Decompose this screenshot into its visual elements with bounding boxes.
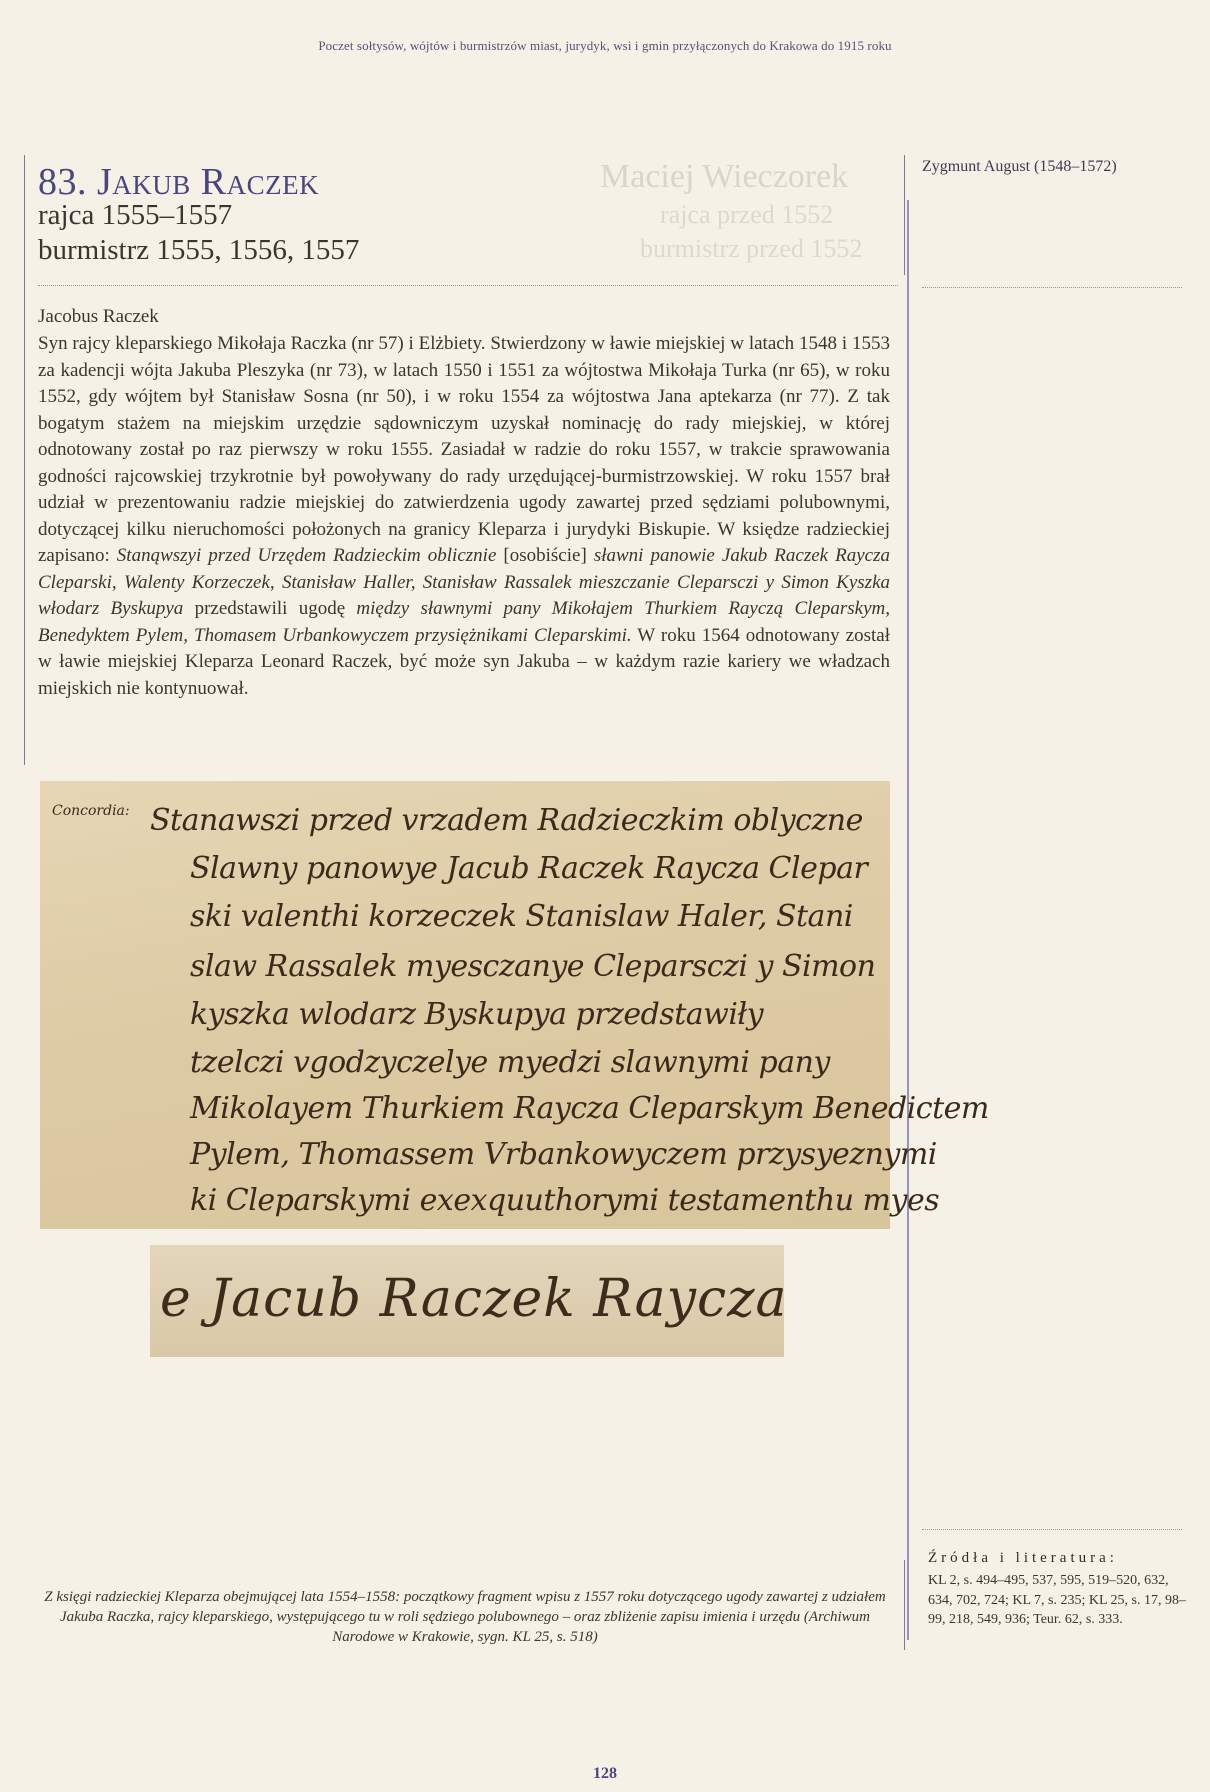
biography-paragraph: Syn rajcy kleparskiego Mikołaja Raczka (nr 57) i Elżbiety. Stwierdzony w ławie miejskiej w latach 1548 i 1553 za kadencji wójta Jakuba Pleszyka (nr 73), w latach 1550 i 1551 za wójtostwa Mikołaja Turka (nr 65), w roku 1552, gdy wójtem był Stanisław Sosna (nr 50), i w roku 1554 za wójtostwa Jana aptekarza (nr 77). Z tak bogatym stażem na miejskim urzędzie sądowniczym uzyskał nominację do rady miejskiej, w której odnotowany został po raz pierwszy w roku 1555. Zasiadał w radzie do roku 1557, w trakcie sprawowania godności rajcowskiej trzykrotnie był powoływany do rady urzędującej-burmistrzowskiej. W roku 1557 brał udział w prezentowaniu radzie miejskiej do zatwierdzenia ugody zawartej przed sędziami polubownymi, dotyczącej kilku nieruchomości położonych na granicy Kleparza i jurydyki Biskupie. W księdze radzieckiej zapisano:	[38, 333, 890, 566]
divider	[922, 1529, 1182, 1530]
sources-heading: Źródła i literatura:	[928, 1550, 1118, 1566]
entry-number: 83.	[38, 161, 87, 203]
biography-text	[38, 331, 890, 702]
manuscript-line: Stanawszi przed vrzadem Radzieczkim oblyczne	[150, 803, 863, 838]
entry-office-mayor: burmistrz 1555, 1556, 1557	[38, 234, 360, 266]
bleed-through-text: rajca przed 1552	[660, 200, 834, 229]
divider	[38, 285, 898, 286]
quote: Stanąwszyi przed Urzędem Radzieckim oblicznie	[116, 545, 497, 566]
manuscript-line: Pylem, Thomassem Vrbankowyczem przysyeznymi	[190, 1137, 937, 1172]
bleed-through-text: Maciej Wieczorek	[600, 158, 849, 195]
manuscript-image	[40, 781, 989, 1229]
right-rule-top	[904, 155, 905, 275]
sources-rule	[904, 1560, 905, 1650]
divider	[922, 287, 1182, 288]
sources-list: KL 2, s. 494–495, 537, 595, 519–520, 632, 634, 702, 724; KL 7, s. 235; KL 25, s. 17, 98–99, 218, 549, 936; Teur. 62, s. 333.	[928, 1573, 1186, 1627]
biography-text-segment: przedstawili ugodę	[183, 598, 357, 619]
entry-name: Jakub Raczek	[97, 161, 320, 203]
running-head: Poczet sołtysów, wójtów i burmistrzów miast, jurydyk, wsi i gmin przyłączonych do Krakowa do 1915 roku	[318, 38, 892, 53]
biography-paragraph: W roku 1564 odnotowany został w ławie miejskiej Kleparza Leonard Raczek, być może syn Jakuba – w każdym razie kariery we władzach miejskich nie kontynuował.	[38, 624, 890, 699]
manuscript-zoom-image	[150, 1245, 788, 1357]
manuscript-line: tzelczi vgodzyczelye myedzi slawnymi pany	[190, 1045, 830, 1080]
manuscript-line: Slawny panowye Jacub Raczek Raycza Clepar	[190, 851, 868, 886]
latin-name: Jacobus Raczek	[38, 306, 159, 327]
reign-note: Zygmunt August (1548–1572)	[922, 158, 1117, 175]
manuscript-line: ki Cleparskymi exexquuthorymi testamenthu myes	[190, 1183, 940, 1218]
figure-caption: Z księgi radzieckiej Kleparza obejmującej lata 1554–1558: początkowy fragment wpisu z 1557 roku dotyczącego ugody zawartej z udziałem Jakuba Raczka, rajcy kleparskiego, występującego tu w roli sędziego polubownego – oraz zbliżenie zapisu imienia i urzędu (Archiwum Narodowe w Krakowie, sygn. KL 25, s. 518)	[44, 1589, 886, 1645]
page-number: 128	[593, 1765, 617, 1782]
manuscript-zoom-text: e Jacub Raczek Raycza	[160, 1269, 788, 1329]
left-rule	[24, 155, 25, 765]
manuscript-line: kyszka wlodarz Byskupya przedstawiły	[190, 997, 764, 1032]
editorial-bracket: [osobiście]	[496, 545, 594, 566]
entry-title	[38, 160, 319, 204]
bleed-through-text: burmistrz przed 1552	[640, 234, 863, 263]
manuscript-margin-note: Concordia:	[52, 803, 130, 819]
quote: między sławnymi pany Mikołajem Thurkiem Rayczą Cleparskym, Benedyktem Pylem, Thomasem Urbankowyczem przysiężnikami Cleparskimi.	[38, 598, 890, 646]
manuscript-line: ski valenthi korzeczek Stanislaw Haler, Stani	[190, 899, 853, 934]
manuscript-line: slaw Rassalek myesczanye Cleparsczi y Simon	[190, 949, 876, 984]
manuscript-line: Mikolayem Thurkiem Raycza Cleparskym Benedictem	[190, 1091, 989, 1126]
entry-office-councillor: rajca 1555–1557	[38, 199, 233, 231]
quote: sławni panowie Jakub Raczek Raycza Cleparski, Walenty Korzeczek, Stanisław Haller, Stanisław Rassalek mieszczanie Cleparsczi y Simon Kyszka włodarz Byskupya	[38, 545, 890, 619]
